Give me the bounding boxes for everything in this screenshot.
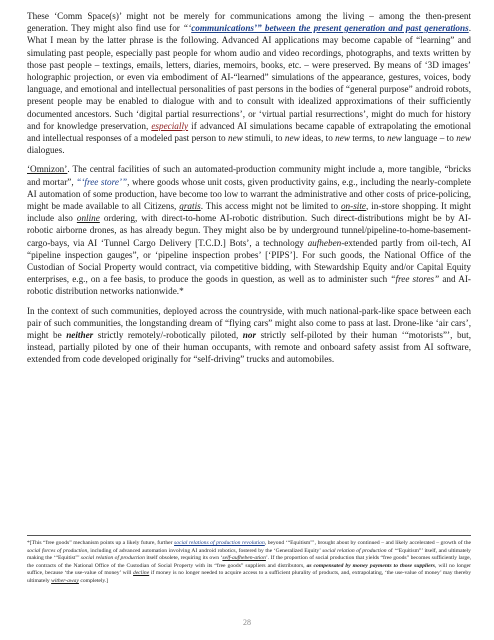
paragraph-omnizon (27, 163, 471, 297)
text-run: . What I mean by the latter phrase is the following. Advanced AI applications may become capable of “learning” and simulating past people, especially past people for whom audio and video recordings, photographs, and texts written by those past people – textings, emails, letters, diaries, memoirs, books, etc. – were preserved. By means of ‘3D images’ holographic projection, or even via embodiment of AI-“learned” simulations of the appearance, gestures, voices, body language, and emotional and intellectual personalities of past persons in the bodies of “general purpose” android robots, present people may be enabled to dialogue with and to consult with idealized approximations of their sufficiently documented ancestors. Such ‘digital partial resurrections’, or ‘virtual partial resurrections’, might do much for history and for knowledge preservation, (27, 23, 472, 131)
text-run: of ‘“Equitism”’ itself, and ultimately making the ‘“Equitist”’ (27, 547, 471, 562)
text-run: ’” between the present generation and past generations (254, 23, 469, 34)
footnote (27, 540, 471, 586)
text-run: neither (66, 330, 94, 341)
text-run: online (76, 213, 100, 224)
text-run: new (456, 133, 471, 144)
text-run: , beyond ‘“Equitism”’, brought about by continued – and likely accelerated – growth of the (264, 540, 471, 546)
text-run: *[This “free goods” mechanism points up a likely future, further (27, 540, 175, 546)
text-run: new (386, 133, 402, 144)
text-run: -extended partly from oil-tech, AI “pipeline inspection gauges”, or ‘pipeline inspection probes’ [‘PIPS’]. For such goods, the National Office of the Custodian of Social Property would contract, via competitive bidding, with Stewardship Equity and/or Capital Equity enterprises, e.g., on a fee basis, to produce the goods in question, as well as to administer such (27, 237, 471, 285)
text-run: communications (191, 23, 255, 34)
text-run: , will no longer suffice, because ‘the use-value of money’ will (27, 562, 471, 577)
text-run: new (335, 133, 350, 144)
text-run: gratis (179, 201, 201, 212)
text-run: . The central facilities of such an automated-production community might include a, more tangible, “bricks and mortar”, (27, 164, 471, 187)
text-run: ’. If the proportion of social production that yields “free goods” becomes sufficiently large, the contracts of the National Office of the Custodian of Social Property with its “free goods” suppliers and distributors, (27, 555, 471, 569)
text-run: , where goods whose unit costs, given productivity gains, e.g., including the nearly-complete AI automation of some production, have become too low to warrant the administrative and other costs of price-policing, might be made available to all Citizens, (27, 176, 471, 212)
footnote-divider (27, 535, 471, 536)
text-run: self-aufheben-ation (222, 555, 266, 562)
text-run: social relations of production revolution (174, 540, 265, 546)
text-run: itself obsolete, requiring its own ‘ (144, 555, 223, 562)
text-run: , including of advanced automation involving AI android robotics, fostered by the ‘Generalized Equity’ (87, 547, 323, 554)
text-run: strictly remotely/-robotically piloted, (93, 330, 243, 341)
text-run: ‘Omnizon’ (27, 164, 68, 175)
text-run: and AI-robotic distribution networks nationwide.* (27, 274, 471, 297)
text-run: new (227, 133, 243, 144)
text-run: if money is no longer needed to acquire access to a sufficient plurality of products, and, extrapolating, ‘the use-value of money’ may thereby ultimately (27, 570, 471, 584)
text-run: social forces of production (27, 547, 88, 554)
text-run: . This access might not be limited to (200, 201, 341, 212)
page-number: 28 (243, 618, 251, 627)
paragraph-comm-spaces (27, 10, 471, 156)
paragraph-flying-cars (27, 305, 471, 366)
text-run: new (284, 133, 300, 144)
text-run: on-site (340, 201, 366, 212)
text-run: completely.] (78, 577, 109, 584)
text-run: if advanced AI simulations became capable of extrapolating the emotional and intellectual responses of a modeled past person to (27, 120, 471, 144)
text-run: strictly self-piloted by their human ‘“motorists”’, but, instead, partially piloted by one of their human occupants, with remote and onboard safety assist from AI software, extended from code developed originally for “self-driving” trucks and automobiles. (27, 330, 471, 365)
text-run: “‘ (183, 23, 192, 34)
text-run: social relation of production (80, 555, 145, 562)
text-run: dialogues. (27, 145, 65, 156)
text-run: wither-away (51, 577, 79, 584)
text-run: social relation of production (322, 547, 387, 554)
text-run: , in-store shopping. It might include also (27, 201, 472, 224)
text-run: “free stores” (390, 274, 440, 285)
text-run: ideas, to (299, 133, 336, 144)
text-run: These ‘Comm Space(s)’ might not be merely for communications among the living – among the then-present generation. They might also find use for (27, 11, 471, 34)
text-run: language – to (401, 133, 457, 144)
text-run: especially (151, 120, 189, 131)
body-text (27, 10, 471, 366)
text-run: stimuli, to (242, 133, 285, 144)
text-run: aufheben (307, 237, 342, 248)
text-run: as compensated by money payments to those suppliers (306, 562, 435, 569)
text-run: In the context of such communities, deployed across the countryside, with much national-park-like space between each pair of such communities, the longstanding dream of “flying cars” might also come to pass at last. Drone-like ‘air cars’, might be (27, 305, 471, 341)
text-run: terms, to (349, 133, 387, 144)
text-run: nor (242, 330, 257, 341)
text-run: ordering, with direct-to-home AI-robotic distribution. Such direct-distributions might be by AI-robotic airborne drones, as has already begun. They might also be by underground tunnel/pipeline-to-home-basement-cargo-bays, via AI ‘Tunnel Cargo Delivery [T.C.D.] Bots’, a technology (27, 213, 471, 248)
text-run: “‘free store’” (76, 176, 128, 187)
text-run: decline (133, 570, 150, 577)
